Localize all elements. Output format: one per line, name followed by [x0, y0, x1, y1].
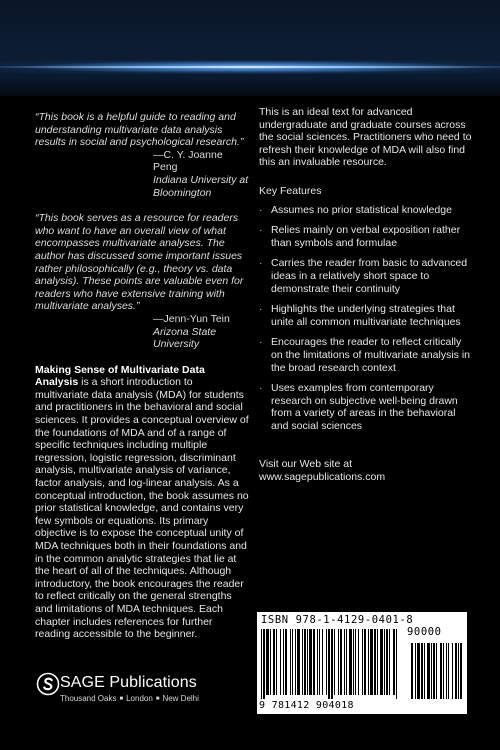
right-column [259, 106, 474, 484]
addon-bar [455, 643, 457, 699]
publisher-logo [36, 672, 276, 712]
feature-text: Encourages the reader to reflect critically on the limitations of multivariate analysis in the broad research context [271, 336, 471, 374]
feature-item [259, 224, 474, 249]
feature-item [259, 204, 474, 217]
addon-bar [448, 643, 449, 699]
barcode-bar [307, 629, 308, 695]
barcode-bar [386, 629, 388, 695]
barcode-bar [317, 629, 318, 695]
quote-author: —C. Y. Joanne Peng [153, 148, 223, 174]
barcode-bar [362, 629, 363, 695]
key-features-heading: Key Features [259, 184, 322, 197]
barcode-bar [295, 629, 296, 695]
location: New Delhi [162, 694, 199, 703]
publisher-locations [60, 694, 199, 703]
top-banner [0, 0, 500, 96]
barcode-bar [374, 629, 376, 695]
separator-icon: ■ [119, 696, 124, 702]
barcode-bar [326, 629, 327, 695]
addon-bar [411, 643, 413, 699]
addon-bar [436, 643, 437, 699]
barcode-bar [338, 629, 339, 695]
feature-text: Uses examples from contemporary research on subjective well-being drawn from a variety of areas in the behavioral and social sciences [271, 382, 458, 432]
barcode-bar [319, 629, 320, 695]
barcode-bar [396, 629, 397, 699]
barcode-bar [283, 629, 284, 695]
review-quote-1 [35, 111, 249, 199]
bullet-icon: · [259, 257, 263, 270]
left-column [35, 106, 249, 641]
review-quote-2 [35, 212, 249, 351]
isbn-number: ISBN 978-1-4129-0401-8 [261, 614, 414, 626]
bullet-icon: · [259, 203, 263, 216]
quote-text: “This book serves as a resource for readers who want to have an overall view of what encompasses multivariate analyses. The author has discussed some important issues rather philosophically (e.g., theory vs. data analysis). These points are valuable even for readers who have extensive training with multivariate analyses.” [35, 212, 244, 313]
barcode-bar [276, 629, 277, 695]
barcode-bar [334, 629, 335, 695]
quote-attribution [35, 313, 249, 351]
key-features-list [259, 204, 474, 433]
addon-bar [452, 643, 453, 699]
barcode-bar [349, 629, 352, 695]
book-title: Making Sense of Multivariate Data Analysis [35, 363, 205, 389]
barcode-bar [344, 629, 345, 695]
addon-bar [427, 643, 430, 699]
addon-bar [433, 643, 435, 699]
addon-bar [460, 643, 462, 699]
barcode-bar [309, 629, 312, 695]
price-addon-code: 90000 [407, 626, 442, 638]
barcode-bar [355, 629, 356, 695]
isbn-barcode [257, 612, 467, 714]
bullet-icon: · [259, 382, 263, 395]
addon-bar [417, 643, 420, 699]
barcode-bar [290, 629, 291, 695]
addon-bar [446, 643, 447, 699]
barcode-bar [322, 629, 323, 695]
barcode-bar [285, 629, 287, 695]
bullet-icon: · [259, 303, 263, 316]
addon-bar [458, 643, 459, 699]
quote-attribution [35, 149, 249, 199]
barcode-bar [346, 629, 347, 695]
feature-text: Assumes no prior statistical knowledge [271, 203, 452, 216]
barcode-bar [389, 629, 390, 695]
location: London [126, 694, 153, 703]
publisher-name: SAGE Publications [60, 674, 197, 691]
quote-affiliation: Indiana University at Bloomington [153, 173, 249, 199]
bullet-icon: · [259, 224, 263, 237]
feature-item [259, 382, 474, 432]
barcode-bar [340, 629, 342, 695]
barcode-bar [280, 629, 281, 695]
addon-bar [415, 643, 416, 699]
bullet-icon: · [259, 336, 263, 349]
feature-item [259, 336, 474, 374]
banner-glow-line [0, 66, 500, 68]
addon-bar [424, 643, 425, 699]
description-body: is a short introduction to multivariate data analysis (MDA) for students and practitioners in the behavioral and social sciences. It provides a conceptual overview of the foundations of MDA and of a range of specific techniques including multiple regression, logistic regression, discriminant analysis, multivariate analysis of variance, factor analysis, and log-linear analysis. As a conceptual introduction, the book assumes no prior statistical knowledge, and contains very few symbols or equations. Its primary objective is to expose the conceptual unity of MDA techniques both in their foundations and in the common analytic strategies that lie at the heart of all of the techniques. Although introductory, the book encourages the reader to reflect critically on the general strengths and limitations of MDA techniques. Each chapter includes references for further reading accessible to the beginner. [35, 376, 249, 641]
feature-item [259, 303, 474, 328]
barcode-bar [302, 629, 303, 695]
barcode-bar [377, 629, 378, 695]
website-label: Visit our Web site at [259, 458, 352, 471]
barcode-bar [368, 629, 369, 695]
barcode-bar [328, 629, 330, 699]
addon-bar [431, 643, 432, 699]
barcode-bar [380, 629, 383, 695]
quote-author: —Jenn-Yun Tein [153, 312, 230, 325]
barcode-bar [313, 629, 315, 695]
separator-icon: ■ [155, 696, 160, 702]
barcode-bar [370, 629, 373, 695]
addon-bar [440, 643, 442, 699]
feature-text: Carries the reader from basic to advanced ideas in a relatively short space to demonstrate their continuity [271, 257, 468, 295]
feature-text: Highlights the underlying strategies that unite all common multivariate techniques [271, 303, 461, 328]
website-url[interactable]: www.sagepublications.com [259, 471, 386, 484]
barcode-bar [393, 629, 395, 695]
sage-s-icon [36, 672, 60, 696]
barcode-bar [353, 629, 354, 695]
book-description [35, 364, 249, 641]
addon-bar [443, 643, 444, 699]
feature-text: Relies mainly on verbal exposition rather than symbols and formulae [271, 224, 461, 249]
quote-affiliation: Arizona State University [153, 325, 217, 351]
barcode-bar [331, 629, 333, 699]
website-info [259, 458, 474, 483]
feature-item [259, 257, 474, 295]
quote-text: “This book is a helpful guide to reading and understanding multivariate data analysis results in social and psychological research.” [35, 111, 244, 149]
barcode-bar [384, 629, 385, 695]
barcode-bar [304, 629, 306, 695]
barcode-bar [292, 629, 293, 695]
addon-bar [421, 643, 423, 699]
intro-text: This is an ideal text for advanced undergraduate and graduate courses across the social sciences. Practitioners who need to refresh their knowledge of MDA will also find this an invaluable resource. [259, 106, 472, 169]
barcode-bars [261, 629, 463, 699]
barcode-bar [364, 629, 366, 695]
barcode-bar [358, 629, 359, 695]
location: Thousand Oaks [60, 694, 117, 703]
barcode-bar [297, 629, 300, 695]
ean-digits: 9 781412 904018 [259, 700, 354, 711]
